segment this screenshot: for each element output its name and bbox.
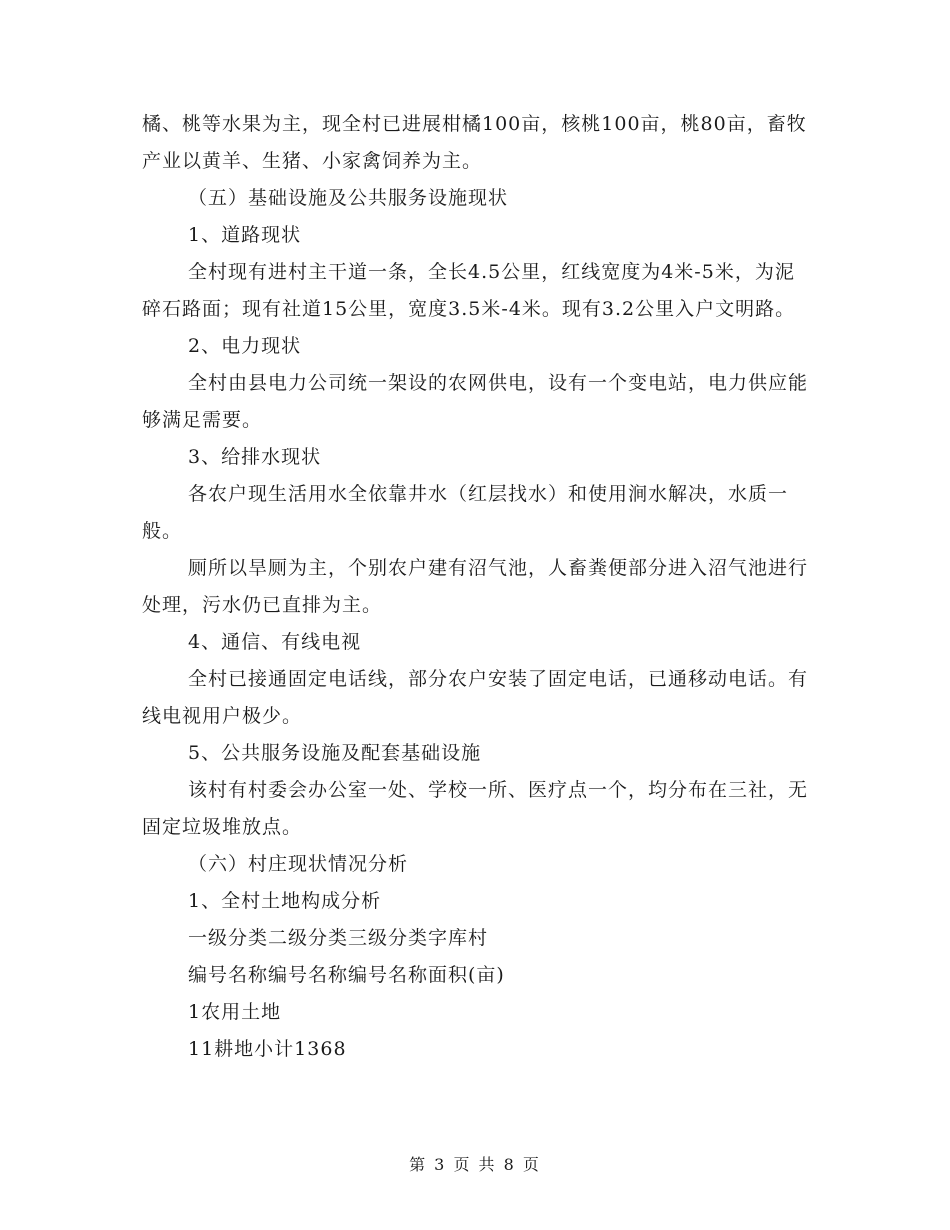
paragraph: 全村由县电力公司统一架设的农网供电，设有一个变电站，电力供应能够满足需要。 <box>142 372 809 431</box>
paragraph: 3、给排水现状 <box>188 446 322 468</box>
document-body <box>142 106 810 1068</box>
paragraph: 各农户现生活用水全依靠井水（红层找水）和使用涧水解决，水质一般。 <box>142 483 789 542</box>
paragraph: 5、公共服务设施及配套基础设施 <box>188 742 482 764</box>
paragraph: 1、道路现状 <box>188 224 302 246</box>
paragraph: 1、全村土地构成分析 <box>188 890 382 912</box>
paragraph: 一级分类二级分类三级分类字库村 <box>188 927 489 949</box>
paragraph: 编号名称编号名称编号名称面积(亩) <box>188 964 505 986</box>
paragraph: 橘、桃等水果为主，现全村已进展柑橘100亩，核桃100亩，桃80亩，畜牧产业以黄羊、生猪、小家禽饲养为主。 <box>142 113 807 172</box>
page-footer: 第 3 页 共 8 页 <box>409 1155 541 1174</box>
paragraph: 1农用土地 <box>188 1001 282 1023</box>
paragraph: 该村有村委会办公室一处、学校一所、医疗点一个，均分布在三社，无固定垃圾堆放点。 <box>142 779 809 838</box>
paragraph: 全村现有进村主干道一条，全长4.5公里，红线宽度为4米-5米，为泥碎石路面；现有社道15公里，宽度3.5米-4米。现有3.2公里入户文明路。 <box>142 261 796 320</box>
paragraph: （六）村庄现状情况分析 <box>188 853 409 875</box>
paragraph: （五）基础设施及公共服务设施现状 <box>188 187 509 209</box>
paragraph: 4、通信、有线电视 <box>188 631 362 653</box>
paragraph: 11耕地小计1368 <box>188 1038 347 1060</box>
paragraph: 全村已接通固定电话线，部分农户安装了固定电话，已通移动电话。有线电视用户极少。 <box>142 668 809 727</box>
paragraph: 2、电力现状 <box>188 335 302 357</box>
paragraph: 厕所以旱厕为主，个别农户建有沼气池，人畜粪便部分进入沼气池进行处理，污水仍已直排为主。 <box>142 557 809 616</box>
